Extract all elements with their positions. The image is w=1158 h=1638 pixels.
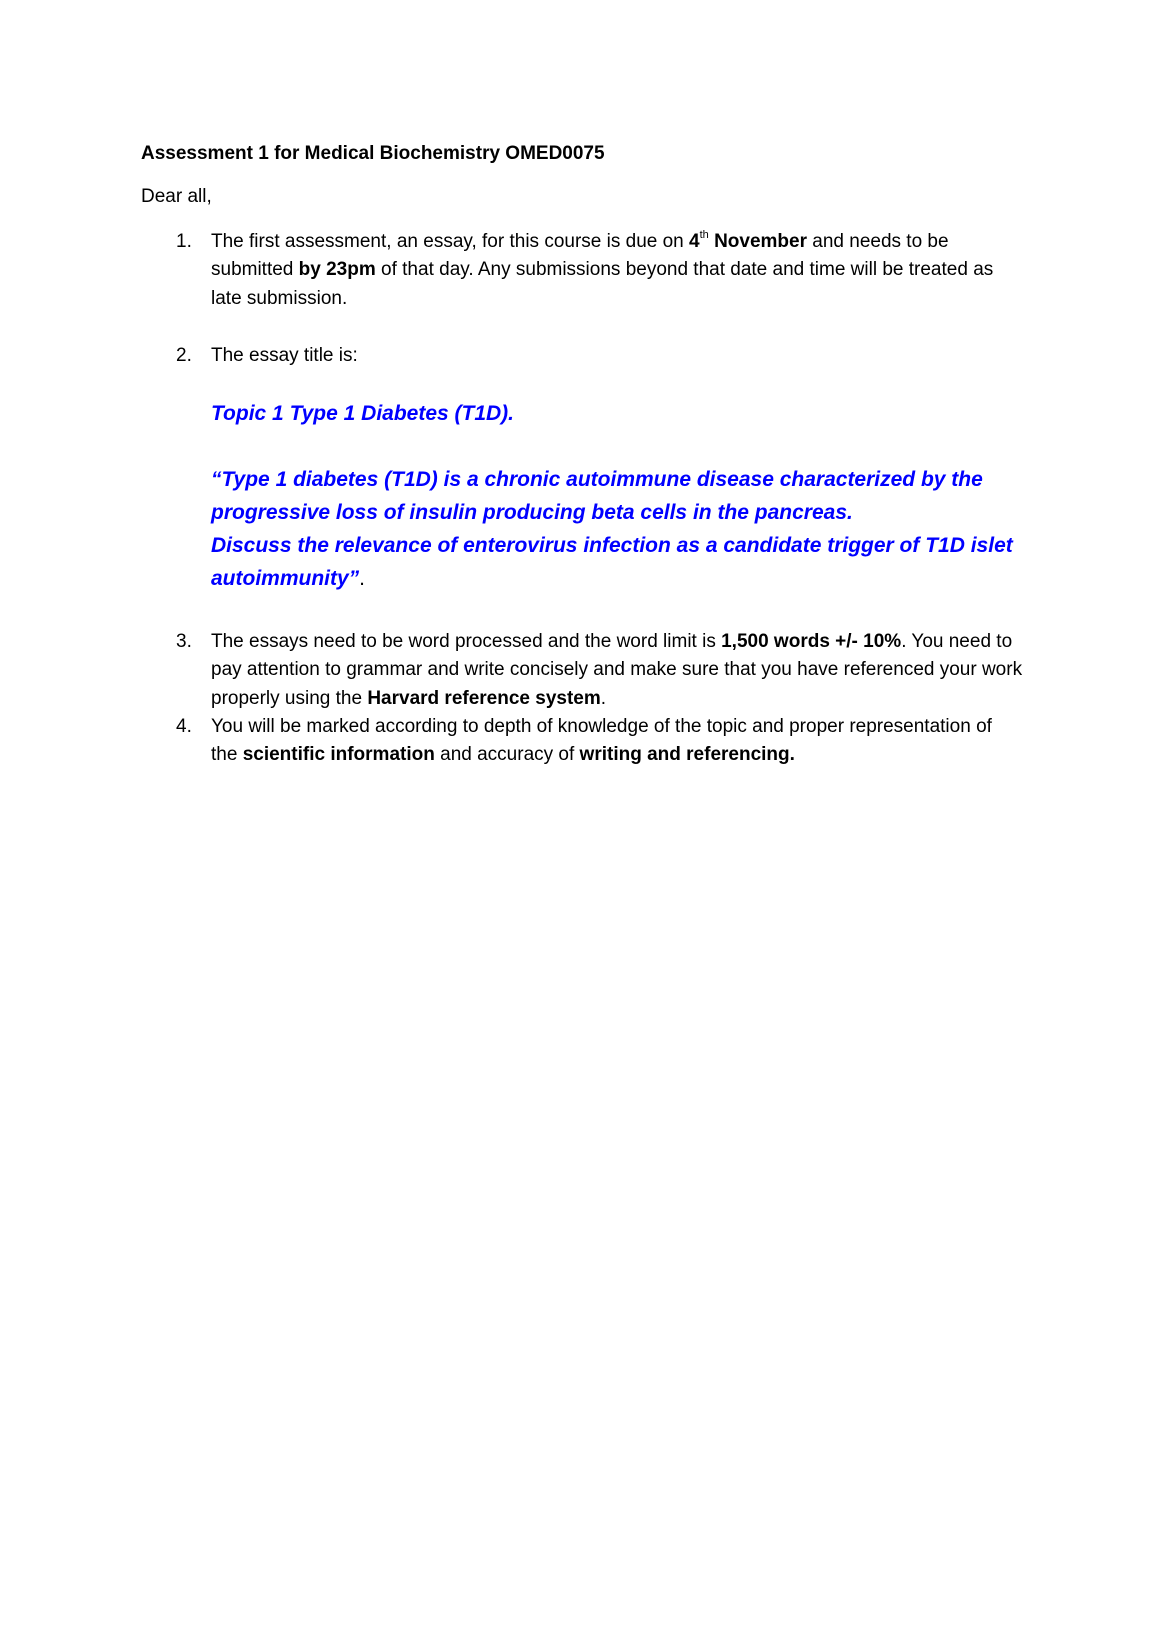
list-item-text: You will be marked according to depth of knowledge of the topic and proper representation of the scientific information and accuracy of writing and referencing. [211, 716, 992, 766]
list-number: 2. [176, 345, 192, 366]
list-item-1 [141, 228, 1021, 313]
essay-quote-line-1: “Type 1 diabetes (T1D) is a chronic autoimmune disease characterized by the progressive loss of insulin producing beta cells in the pancreas. [211, 468, 983, 524]
essay-title-quote: “Type 1 diabetes (T1D) is a chronic autoimmune disease characterized by the progressive loss of insulin producing beta cells in the pancreas. Discuss the relevance of enterovirus infection as a candidate trigger of T1D islet autoimmunity”. [211, 463, 1031, 595]
essay-quote-line-2: Discuss the relevance of enterovirus infection as a candidate trigger of T1D islet autoimmunity” [211, 534, 1013, 590]
document-title: Assessment 1 for Medical Biochemistry OMED0075 [141, 143, 605, 164]
essay-topic: Topic 1 Type 1 Diabetes (T1D). [211, 402, 515, 425]
list-item-2 [141, 342, 1021, 370]
list-item-text: The essay title is: [211, 345, 358, 366]
list-item-3 [141, 628, 1021, 713]
list-item-text: The essays need to be word processed and the word limit is 1,500 words +/- 10%. You need to pay attention to grammar and write concisely and make sure that you have referenced your work properly using the Harvard reference system. [211, 631, 1023, 709]
marking-criterion-writing: writing and referencing. [579, 744, 795, 766]
due-time: by 23pm [298, 259, 376, 281]
reference-system: Harvard reference system [367, 687, 601, 709]
list-item-4 [141, 713, 1021, 770]
word-limit: 1,500 words +/- 10% [721, 631, 902, 652]
due-date-day: 4 [689, 231, 700, 252]
list-number: 3. [176, 631, 192, 652]
due-date-month: November [708, 231, 807, 252]
list-number: 1. [176, 231, 192, 252]
list-number: 4. [176, 716, 192, 737]
marking-criterion-info: scientific information [242, 744, 435, 766]
list-item-text: The first assessment, an essay, for this course is due on 4th November and needs to be submitted by 23pm of that day. Any submissions beyond that date and time will be treated as late submission. [211, 229, 994, 309]
greeting: Dear all, [141, 186, 212, 207]
